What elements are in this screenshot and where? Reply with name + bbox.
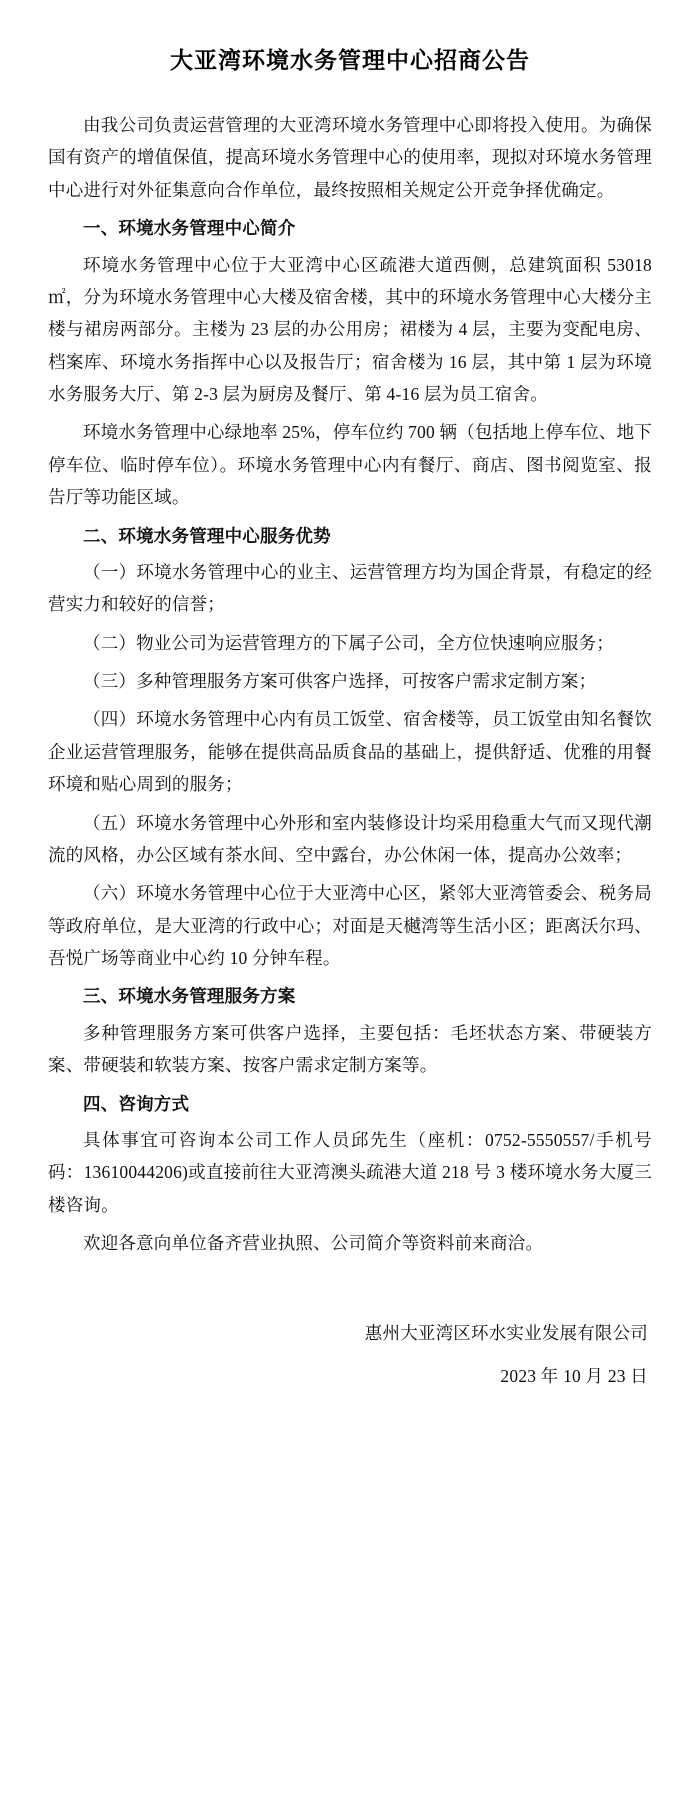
section-heading-3: 三、环境水务管理服务方案 (83, 986, 296, 1007)
page-title: 大亚湾环境水务管理中心招商公告 (170, 48, 530, 73)
section-1-paragraph-2: 环境水务管理中心绿地率 25%，停车位约 700 辆（包括地上停车位、地下停车位、临时停车位）。环境水务管理中心内有餐厅、商店、图书阅览室、报告厅等功能区域。 (48, 422, 652, 508)
signature-block (48, 1317, 652, 1392)
section-4-paragraph-1: 具体事宜可咨询本公司工作人员邱先生（座机：0752-5550557/手机号码：13610044206)或直接前往大亚湾澳头疏港大道 218 号 3 楼环境水务大厦三楼咨询。 (48, 1129, 652, 1215)
section-4-paragraph-2: 欢迎各意向单位备齐营业执照、公司简介等资料前来商洽。 (83, 1233, 544, 1253)
section-2-paragraph-3: （三）多种管理服务方案可供客户选择，可按客户需求定制方案； (83, 671, 597, 691)
section-heading-2: 二、环境水务管理中心服务优势 (83, 525, 331, 546)
section-heading-1: 一、环境水务管理中心简介 (83, 218, 296, 239)
section-1-paragraph-1: 环境水务管理中心位于大亚湾中心区疏港大道西侧，总建筑面积 53018 ㎡，分为环境水务管理中心大楼及宿舍楼，其中的环境水务管理中心大楼分主楼与裙房两部分。主楼为 23 层的办公用房；裙楼为 4 层，主要为变配电房、档案库、环境水务指挥中心以及报告厅；宿舍楼为 16 层，其中第 1 层为环境水务服务大厅、第 2-3 层为厨房及餐厅、第 4-16 层为员工宿舍。 (48, 254, 652, 404)
signature-date: 2023 年 10 月 23 日 (500, 1365, 648, 1386)
section-2-paragraph-4: （四）环境水务管理中心内有员工饭堂、宿舍楼等，员工饭堂由知名餐饮企业运营管理服务，能够在提供高品质食品的基础上，提供舒适、优雅的用餐环境和贴心周到的服务； (48, 709, 652, 795)
signature-company: 惠州大亚湾区环水实业发展有限公司 (364, 1323, 648, 1344)
intro-paragraph: 由我公司负责运营管理的大亚湾环境水务管理中心即将投入使用。为确保国有资产的增值保值，提高环境水务管理中心的使用率，现拟对环境水务管理中心进行对外征集意向合作单位，最终按照相关规定公开竞争择优确定。 (48, 115, 652, 200)
section-2-paragraph-5: （五）环境水务管理中心外形和室内装修设计均采用稳重大气而又现代潮流的风格，办公区域有茶水间、空中露台，办公休闲一体，提高办公效率； (48, 812, 652, 865)
section-2-paragraph-1: （一）环境水务管理中心的业主、运营管理方均为国企背景，有稳定的经营实力和较好的信誉； (48, 561, 652, 615)
section-3-paragraph-1: 多种管理服务方案可供客户选择，主要包括：毛坯状态方案、带硬装方案、带硬装和软装方案、按客户需求定制方案等。 (48, 1022, 652, 1076)
section-2-paragraph-6: （六）环境水务管理中心位于大亚湾中心区，紧邻大亚湾管委会、税务局等政府单位，是大亚湾的行政中心；对面是天樾湾等生活小区；距离沃尔玛、吾悦广场等商业中心约 10 分钟车程。 (48, 883, 652, 968)
section-2-paragraph-2: （二）物业公司为运营管理方的下属子公司，全方位快速响应服务； (83, 632, 614, 653)
section-heading-4: 四、咨询方式 (83, 1093, 190, 1114)
